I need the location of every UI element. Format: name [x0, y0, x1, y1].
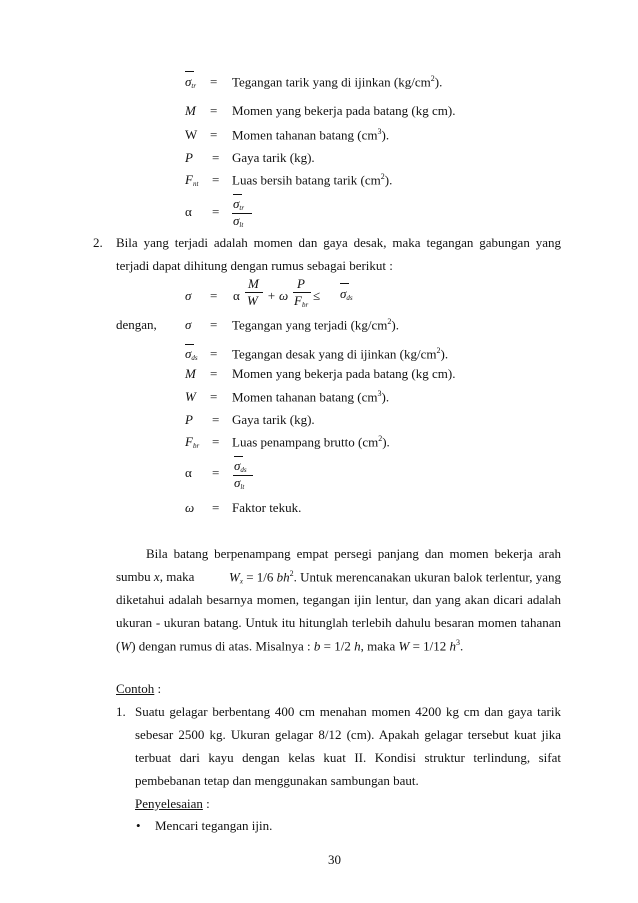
equals-sign: = [212, 500, 220, 515]
example-line: Suatu gelagar berbentang 400 cm menahan momen 4200 kg cm dan gaya tarik [135, 704, 561, 719]
overline [234, 456, 243, 457]
overline [340, 283, 349, 284]
symbol: $\sigma_{ds}$ [185, 346, 198, 362]
bullet-icon: • [136, 818, 141, 833]
paragraph-line: (W) dengan rumus di atas. Misalnya : b = 1/2 h, maka W = 1/12 $h^3$. [116, 638, 464, 654]
bullet-text: Mencari tegangan ijin. [155, 818, 273, 833]
alpha-symbol: α [185, 465, 192, 480]
symbol: P [185, 150, 193, 165]
definition-text: Luas penampang brutto $(cm^2)$. [232, 434, 390, 450]
equals-sign: = [210, 346, 218, 361]
alpha-symbol: α [185, 204, 192, 219]
fraction-numerator: $\sigma_{tr}$ [233, 196, 245, 212]
definition-text: Faktor tekuk. [232, 500, 302, 515]
symbol: $F_{nt}$ [185, 172, 199, 188]
definition-text: Gaya tarik (kg). [232, 150, 315, 165]
equals-sign: = [212, 150, 220, 165]
omega-symbol: ω [185, 500, 195, 515]
paragraph-line: Bila batang berpenampang empat persegi panjang dan momen bekerja arah [146, 546, 561, 561]
paragraph-line: diketahui adalah besarnya momen, tegangan ijin lentur, dan yang akan dicari adalah [116, 592, 561, 607]
example-line: pembebanan tetap dan menggunakan sambungan baut. [135, 773, 419, 788]
overline [233, 194, 242, 195]
alpha-symbol: α [233, 288, 240, 303]
paragraph-line: sumbu x, maka $W_x = 1/6$ $bh^2$. Untuk merencanakan ukuran balok terlentur, yang [116, 569, 561, 586]
fraction-numerator: P [297, 276, 305, 291]
leq-sign: ≤ [313, 288, 321, 303]
equals-sign: = [212, 172, 220, 187]
item-2-line-2: terjadi dapat dihitung dengan rumus sebagai berikut : [116, 258, 393, 273]
equals-sign: = [210, 127, 218, 142]
equals-sign: = [210, 103, 218, 118]
paragraph-line: ukuran - ukuran batang. Untuk itu hitunglah terlebih dahulu besaran momen tahanan [116, 615, 561, 630]
definition-text: Tegangan yang terjadi $(kg/cm^2)$. [232, 317, 399, 333]
fraction-denominator: $F_{br}$ [294, 293, 309, 309]
fraction-numerator: $\sigma_{ds}$ [234, 458, 247, 474]
fraction-denominator: W [247, 293, 258, 308]
definition-text: Gaya tarik (kg). [232, 412, 315, 427]
overline [185, 344, 194, 345]
list-number: 2. [93, 235, 103, 250]
equals-sign: = [210, 74, 218, 89]
symbol: W [185, 389, 196, 404]
symbol: M [185, 366, 196, 381]
symbol: P [185, 412, 193, 427]
formula-rhs: $\sigma_{ds}$ [340, 286, 353, 302]
definition-text: Momen tahanan batang $(cm^3)$. [232, 127, 390, 143]
definition-text: Momen yang bekerja pada batang (kg cm). [232, 366, 456, 381]
list-number: 1. [116, 704, 126, 719]
page-number: 30 [328, 852, 341, 867]
fraction-numerator: M [248, 276, 259, 291]
example-heading: Contoh : [116, 681, 162, 696]
solution-heading: Penyelesaian : [135, 796, 210, 811]
overline [185, 71, 194, 72]
item-2-line-1: Bila yang terjadi adalah momen dan gaya desak, maka tegangan gabungan yang [116, 235, 561, 250]
fraction-denominator: $\sigma_{lt}$ [233, 213, 244, 229]
definition-text: Luas bersih batang tarik $(cm^2)$. [232, 172, 393, 188]
definition-text: Momen tahanan batang $(cm^3)$. [232, 389, 390, 405]
definition-text: Momen yang bekerja pada batang (kg cm). [232, 103, 456, 118]
fraction-denominator: $\sigma_{lt}$ [234, 475, 245, 491]
symbol: $\sigma_{tr}$ [185, 74, 197, 90]
equals-sign: = [210, 366, 218, 381]
symbol: σ [185, 317, 192, 332]
formula-lhs: σ [185, 288, 192, 303]
equals-sign: = [210, 317, 218, 332]
definition-text: Tegangan tarik yang di ijinkan $(kg/cm^2)$. [232, 74, 443, 90]
symbol: $F_{br}$ [185, 434, 200, 450]
definition-text: Tegangan desak yang di ijinkan $(kg/cm^2)$. [232, 346, 449, 362]
dengan-label: dengan, [116, 317, 157, 332]
equals-sign: = [212, 204, 220, 219]
symbol: W [185, 127, 198, 142]
equals-sign: = [212, 434, 220, 449]
symbol: M [185, 103, 196, 118]
equals-sign: = [212, 465, 220, 480]
example-line: terbuat dari kayu dengan kelas kuat II. Kondisi struktur terlindung, sifat [135, 750, 561, 765]
plus-omega: + ω [267, 288, 289, 303]
equals-sign: = [212, 412, 220, 427]
example-line: sebesar 2500 kg. Ukuran gelagar 8/12 (cm). Apakah gelagar tersebut kuat jika [135, 727, 561, 742]
equals-sign: = [210, 288, 218, 303]
equals-sign: = [210, 389, 218, 404]
